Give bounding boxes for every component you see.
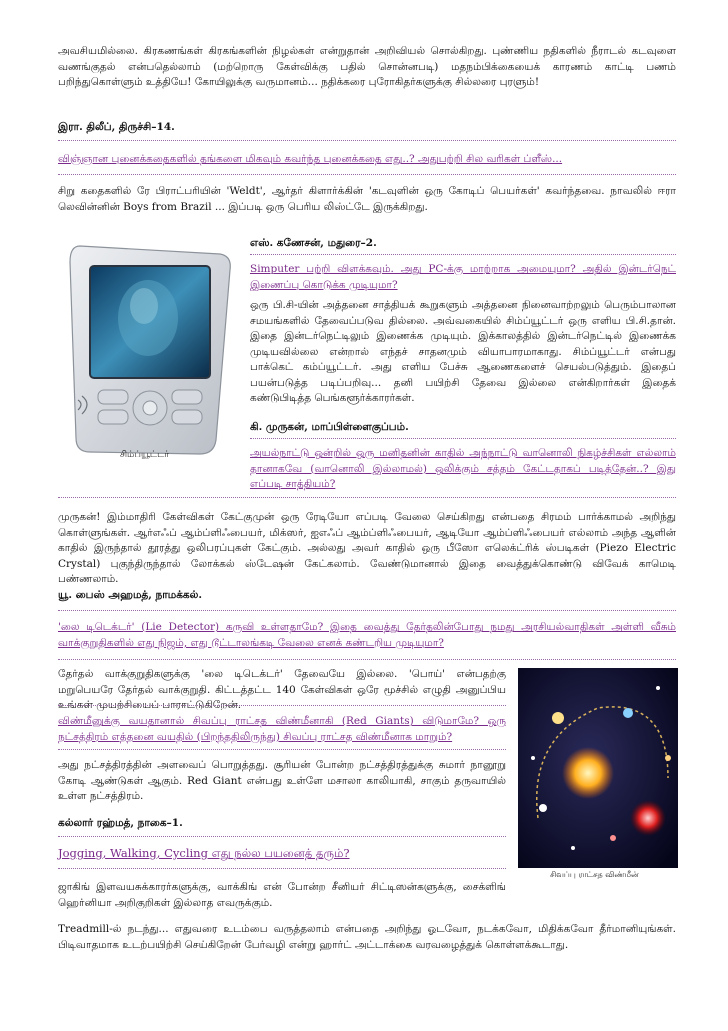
image-caption: சிம்ப்யூட்டர் <box>120 450 169 460</box>
simputer-device-image <box>60 240 240 465</box>
divider <box>250 438 676 439</box>
signature: கி. முருகன், மாப்பிள்ளைகுப்பம். <box>250 421 409 433</box>
divider <box>58 836 506 837</box>
divider <box>58 705 506 706</box>
question: Simputer பற்றி விளக்கவும். அது PC-க்கு மாற்றாக அமையுமா? அதில் இன்டர்நெட் இணைப்பு கொடுக்க முடியுமா? <box>250 263 676 291</box>
question: அயல்நாட்டு ஒன்றில் ஒரு மனிதனின் காதில் அந்நாட்டு வானொலி நிகழ்ச்சிகள் எல்லாம் தானாகவே (வானொலி இல்லாமல்) ஒலிக்கும் சத்தம் கேட்டதாகப் படித்தேன்..? இது எப்படி சாத்தியம்? <box>250 447 676 490</box>
signature: யூ. பைஸ் அஹமத், நாமக்கல். <box>58 589 203 601</box>
answer-paragraph: முருகன்! இம்மாதிரி கேள்விகள் கேட்குமுன் ஒரு ரேடியோ எப்படி வேலை செய்கிறது என்பதை சிரமம் பார்க்காமல் அறிந்து கொள்ளுங்கள். ஆர்எஃப் ஆம்ப்ளிஃபையர், மிக்ஸர், ஐஎஃப் ஆம்ப்ளிஃபையர், ஆடியோ ஆம்ப்ளிஃபையர் எல்லாம் அந்த ஆளின் காதில் இருந்தால் தூரத்து ஒலிபரப்புகள் கேட்கும். அல்லது அவர் காதில் ஒரு பீஸோ எலெக்ட்ரிக் ஸ்படிகள் (Piezo Electric Crystal) புகுந்திருந்தால் லோக்கல் ஸ்டேஷன் கேட்கலாம். வேண்டுமானால் இதை வைத்துக்கொண்டு விவேக் காமெடி பண்ணலாம். <box>58 511 676 585</box>
divider <box>58 610 676 611</box>
divider <box>58 174 676 175</box>
divider <box>58 868 506 869</box>
question: விஞ்ஞான புனைக்கதைகளில் தங்களை மிகவும் கவர்ந்த புனைக்கதை எது..? அதுபற்றி சில வரிகள் ப்ளீஸ்... <box>58 153 563 165</box>
answer-paragraph: அவசியமில்லை. கிரகணங்கள் கிரகங்களின் நிழல்கள் என்றுதான் அறிவியல் சொல்கிறது. புண்ணிய நதிகளில் நீராடல் கடவுளை வணங்குதல் என்பதெல்லாம் (மற்றொரு கேள்விக்கு பதில் சொன்னபடி) மதநம்பிக்கையைக் காரணம் காட்டி பணம் பறிந்துகொள்ளும் உத்தியே! கோயிலுக்கு வருமானம்... நதிக்கரை புரோகிதர்களுக்கு சில்லரை புரளும்! <box>58 45 676 88</box>
question: விண்மீனுக்கு வயதானால் சிவப்பு ராட்சத விண்மீனாகி (Red Giants) விடுமாமே? ஒரு நட்சத்திரம் எத்தனை வயதில் (பிறந்ததிலிருந்து) சிவப்பு ராட்சத விண்மீனாக மாறும்? <box>58 715 506 743</box>
answer-paragraph: ஜாகிங் இளவயசுக்காரர்களுக்கு, வாக்கிங் என் போன்ற சீனியர் சிட்டிஸன்களுக்கு, சைக்ளிங் ஹெர்னியா அறிகுறிகள் இல்லாத எவருக்கும். <box>58 881 506 909</box>
divider <box>58 659 676 660</box>
answer-paragraph: தேர்தல் வாக்குறுதிகளுக்கு 'லை டிடெக்டர்' தேவையே இல்லை. 'பொய்' என்பதற்கு மறுபெயரே தேர்தல் வாக்குறுதி. கிட்டத்தட்ட 140 கேள்விகள் ஒரே மூச்சில் எழுதி அனுப்பிய உங்கள் முயற்சியைப் பாராட்டுகிறேன். <box>58 668 506 711</box>
answer-paragraph: ஒரு பி.சி-யின் அத்தனை சாத்தியக் கூறுகளும் அத்தனை நினைவாற்றலும் பெரும்பாலான சமயங்களில் தேவைப்படுவ தில்லை. அவ்வகையில் சிம்ப்யூட்டர் ஒரு எளிய பி.சி.தான். இதை இன்டர்நெட்டிலும் இணைக்க முடியும். இக்காலத்தில் இன்டர்நெட்டில் இணைக்க முடியவில்லை என்றால் எந்தச் சாதனமும் வியாபாரமாகாது. சிம்ப்யூட்டர் என்பது பாக்கெட் கம்ப்யூட்டர். அது எளிய பேச்சு ஆணைகளைச் செயல்படுத்தும். இதைப் பயன்படுத்த படிப்பறிவு... தனி பயிற்சி தேவை இல்லை என்கிறார்கள் இதைக் கண்டுபிடித்த பெங்களூர்க்காரர்கள். <box>250 299 676 404</box>
answer-paragraph: சிறு கதைகளில் ரே பிராட்பரியின் 'Weldt', ஆர்தர் கிளார்க்கின் 'கடவுளின் ஒரு கோடிப் பெயர்கள்' கவர்ந்தவை. நாவலில் ஈரா லெவின்னின் Boys from Brazil ... இப்படி ஒரு பெரிய லிஸ்ட்டே இருக்கிறது. <box>58 185 676 213</box>
question: Jogging, Walking, Cycling எது நல்ல பயனைத் தரும்? <box>58 846 350 860</box>
answer-paragraph: Treadmill-ல் நடந்து... எதுவரை உடம்பை வருத்தலாம் என்பதை அறிந்து ஓடவோ, நடக்கவோ, மிதிக்கவோ தீர்மானியுங்கள். பிடிவாதமாக உடற்பயிற்சி செய்கிறேன் பேர்வழி என்று ஹார்ட் அட்டாக்கை வரவழைத்துக் கொள்ளக்கூடாது. <box>58 923 676 951</box>
signature: இரா. திலீப், திருச்சி–14. <box>58 121 175 133</box>
answer-paragraph: அது நட்சத்திரத்தின் அளவைப் பொறுத்தது. சூரியன் போன்ற நட்சத்திரத்துக்கு சுமார் நானூறு கோடி ஆண்டுகள் ஆகும். Red Giant என்பது உள்ளே மசாலா காலியாகி, சாகும் தருவாயில் உள்ள நட்சத்திரம். <box>58 759 506 802</box>
divider <box>58 749 506 750</box>
signature: கல்லார் ரஹ்மத், நாகை–1. <box>58 817 183 829</box>
divider <box>58 497 676 498</box>
image-caption: சிவப்பு ராட்சத விண்மீன் <box>550 870 639 879</box>
divider <box>250 254 676 255</box>
question: 'லை டிடெக்டர்' (Lie Detector) கருவி உள்ளதாமே? இதை வைத்து தேர்தலின்போது நமது அரசியல்வாதிகள் அள்ளி வீசும் வாக்குறுதிகளில் எது நிஜம், எது டூட்டாலங்கடி வேலை எனக் கண்டறிய முடியுமா? <box>58 621 676 649</box>
red-giant-star-image <box>518 668 678 878</box>
divider <box>58 140 676 141</box>
signature: எஸ். கணேசன், மதுரை–2. <box>250 237 377 249</box>
